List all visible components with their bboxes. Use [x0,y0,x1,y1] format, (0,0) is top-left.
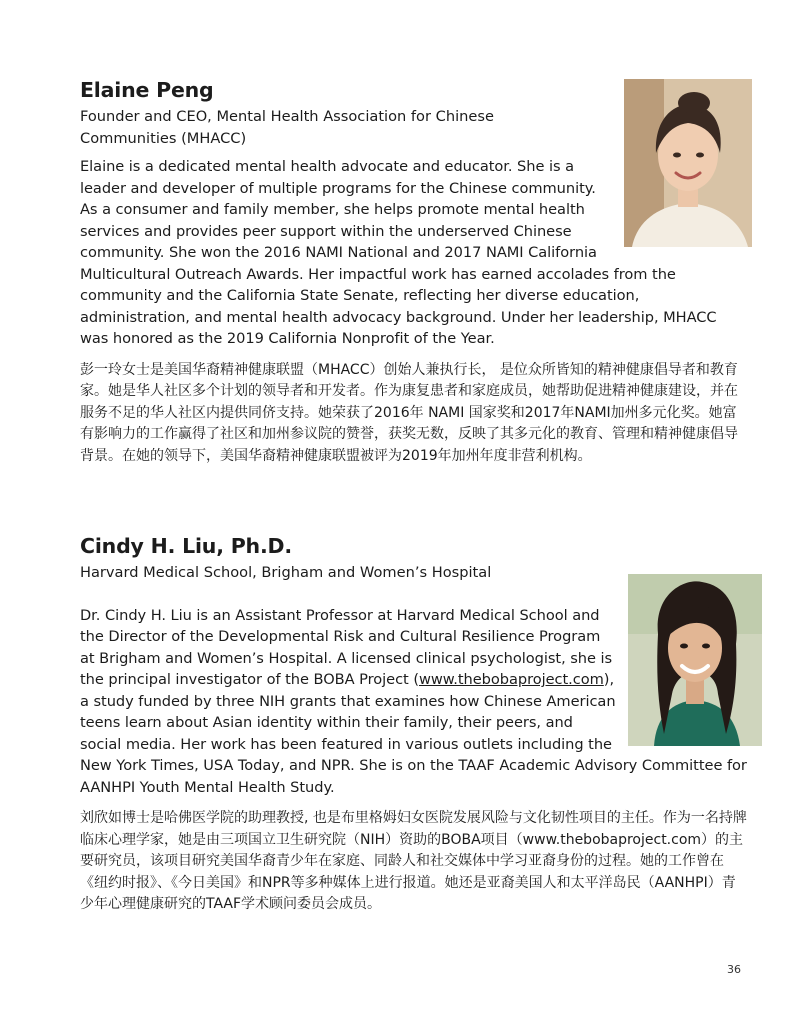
bio-cindy-liu [80,532,748,916]
portrait-photo-elaine-peng [624,79,752,247]
speaker-affiliation: Founder and CEO, Mental Health Association for Chinese Communities (MHACC) [80,108,494,147]
speaker-name: Cindy H. Liu, Ph.D. [80,534,292,558]
portrait-illustration [624,79,752,247]
speaker-name: Elaine Peng [80,78,214,102]
bio-text-before-link: Dr. Cindy H. Liu is an Assistant Professor at Harvard Medical School and the Director of the Developmental Risk and Cultural Resilience Program at Brigham and Women’s Hospital. A licensed clinical psychologist, she is the principal investigator of the BOBA Project ( [80,606,613,688]
bio-paragraph-chinese: 彭一玲女士是美国华裔精神健康联盟（MHACC）创始人兼执行长， 是位众所皆知的精神健康倡导者和教育家。她是华人社区多个计划的领导者和开发者。作为康复患者和家庭成员，她帮助促进精神健康建设，并在服务不足的华人社区内提供同侪支持。她荣获了2016年 NAMI 国家奖和2017年NAMI加州多元化奖。她富有影响力的工作赢得了社区和加州参议院的赞誉，获奖无数，反映了其多元化的教育、管理和精神健康倡导背景。在她的领导下，美国华裔精神健康联盟被评为2019年加州年度非营利机构。 [80,361,738,464]
page-number: 36 [727,963,741,976]
portrait-illustration [628,574,762,746]
bio-text-after-link: ), a study funded by three NIH grants that examines how Chinese American teens learn about Asian identity within their family, their peers, and social media. Her work has been featured in various outlets including the New York Times, USA Today, and NPR. She is on the TAAF Academic Advisory Committee for AANHPI Youth Mental Health Study. [80,671,747,796]
bio-paragraph-english: Elaine is a dedicated mental health advocate and educator. She is a leader and developer of multiple programs for the Chinese community. As a consumer and family member, she helps promote mental health services and provides peer support within the underserved Chinese community. She won the 2016 NAMI National and 2017 NAMI California Multicultural Outreach Awards. Her impactful work has earned accolades from the community and the California State Senate, reflecting her diverse education, administration, and mental health advocacy background. Under her leadership, MHACC was honored as the 2019 California Nonprofit of the Year. [80,158,717,347]
project-website-link[interactable]: www.thebobaproject.com [418,671,604,688]
bio-elaine-peng [80,76,748,467]
bio-paragraph-chinese: 刘欣如博士是哈佛医学院的助理教授, 也是布里格姆妇女医院发展风险与文化韧性项目的主任。作为一名持牌临床心理学家，她是由三项国立卫生研究院（NIH）资助的BOBA项目（www.thebobaproject.com）的主要研究员，该项目研究美国华裔青少年在家庭、同龄人和社交媒体中学习亚裔身份的过程。她的工作曾在《纽约时报》、《今日美国》和NPR等多种媒体上进行报道。她还是亚裔美国人和太平洋岛民（AANHPI）青少年心理健康研究的TAAF学术顾问委员会成员。 [80,810,747,912]
speaker-affiliation: Harvard Medical School, Brigham and Women’s Hospital [80,564,492,581]
portrait-photo-cindy-liu [628,574,762,746]
